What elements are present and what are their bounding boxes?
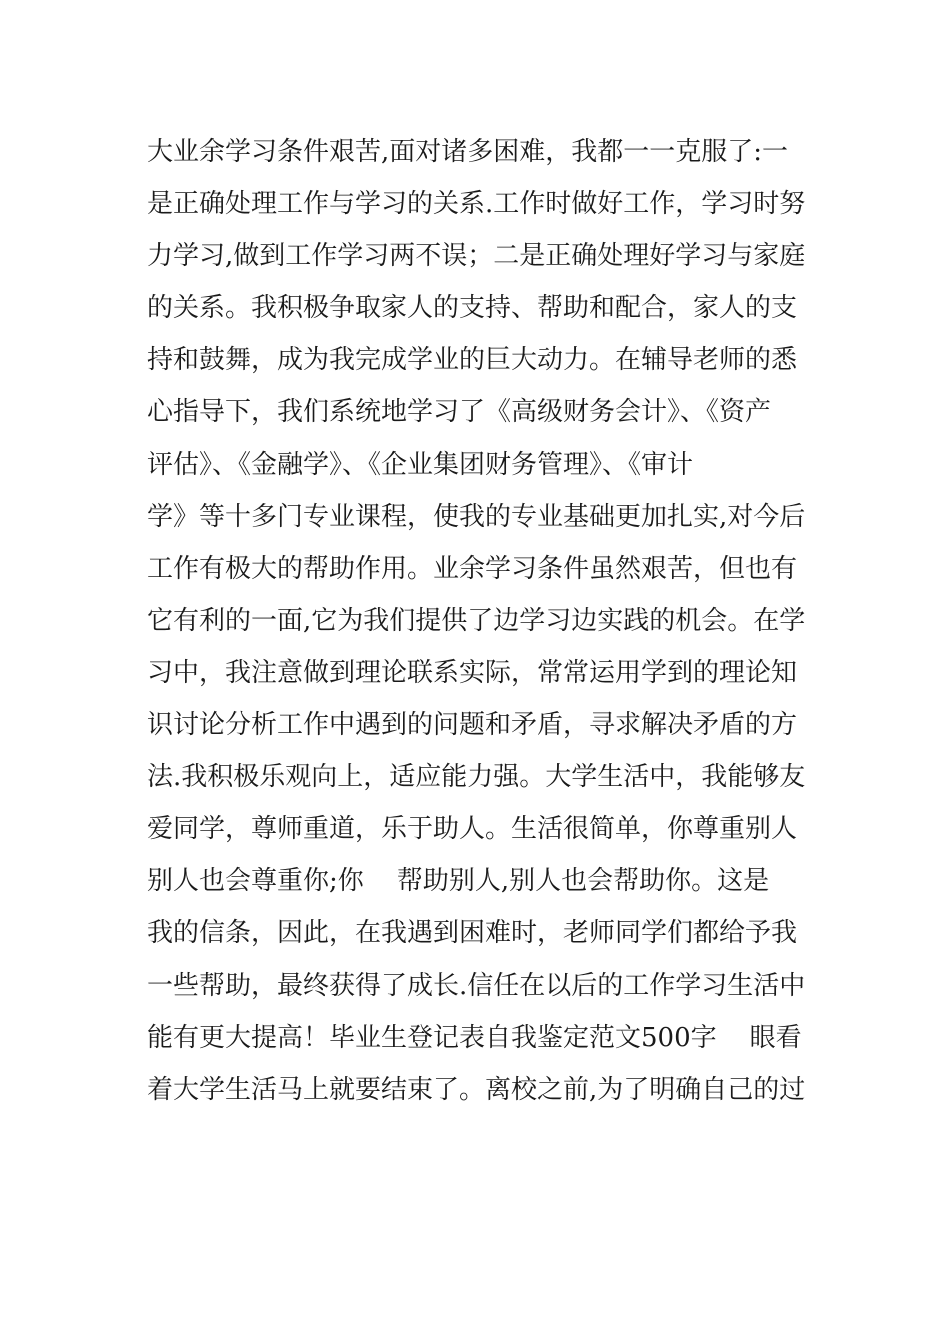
text-line: 识讨论分析工作中遇到的问题和矛盾，寻求解决矛盾的方	[147, 710, 798, 741]
text-line: 法.我积极乐观向上，适应能力强。大学生活中，我能够友	[147, 762, 806, 793]
text-line: 别人也会尊重你;你 帮助别人,别人也会帮助你。这是	[147, 866, 770, 897]
text-line: 持和鼓舞，成为我完成学业的巨大动力。在辅导老师的悉	[147, 345, 798, 376]
text-line: 爱同学，尊师重道，乐于助人。生活很简单，你尊重别人	[147, 814, 798, 845]
text-line: 的关系。我积极争取家人的支持、帮助和配合，家人的支	[147, 293, 798, 324]
text-line: 评估》、《金融学》、《企业集团财务管理》、《审计	[147, 449, 694, 480]
text-line: 一些帮助，最终获得了成长.信任在以后的工作学习生活中	[147, 970, 806, 1001]
text-line: 习中，我注意做到理论联系实际，常常运用学到的理论知	[147, 657, 798, 688]
text-line: 它有利的一面,它为我们提供了边学习边实践的机会。在学	[147, 605, 806, 636]
text-line: 大业余学习条件艰苦,面对诸多困难，我都一一克服了:一	[147, 137, 789, 167]
text-line: 能有更大提高！毕业生登记表自我鉴定范文500字 眼看	[147, 1022, 802, 1053]
text-line: 力学习,做到工作学习两不误；二是正确处理好学习与家庭	[147, 241, 806, 272]
text-line: 着大学生活马上就要结束了。离校之前,为了明确自己的过	[147, 1074, 806, 1105]
text-line: 心指导下，我们系统地学习了《高级财务会计》、《资产	[147, 397, 772, 428]
text-line: 是正确处理工作与学习的关系.工作时做好工作，学习时努	[147, 189, 806, 220]
body-text	[147, 126, 807, 1116]
text-line: 我的信条，因此，在我遇到困难时，老师同学们都给予我	[147, 918, 798, 949]
text-line: 学》等十多门专业课程，使我的专业基础更加扎实,对今后	[147, 501, 806, 532]
text-line: 工作有极大的帮助作用。业余学习条件虽然艰苦，但也有	[147, 553, 798, 584]
